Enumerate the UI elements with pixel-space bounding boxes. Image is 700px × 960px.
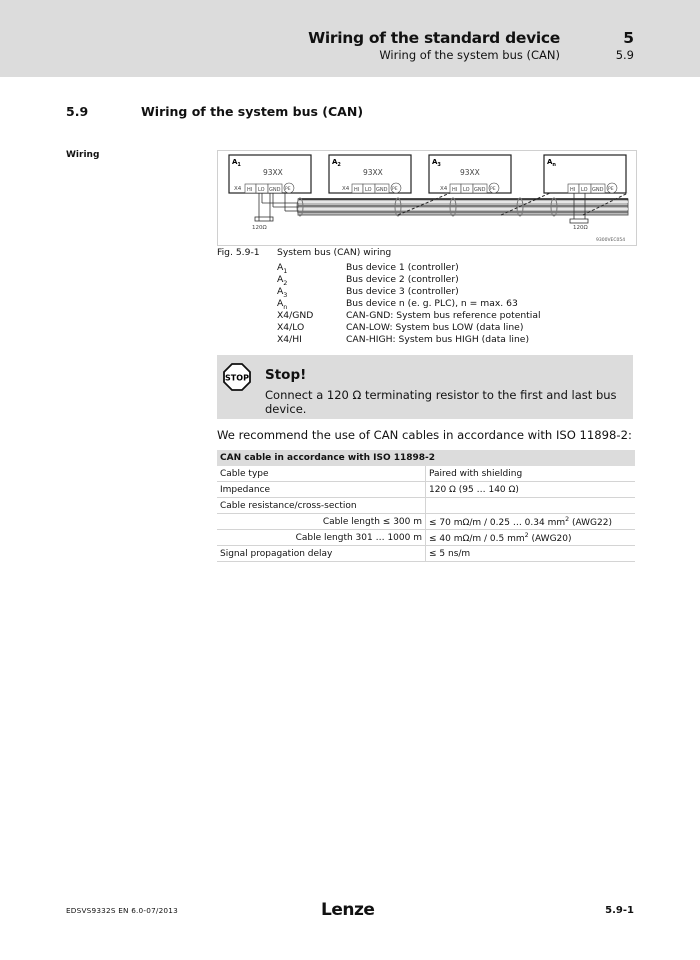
stop-title: Stop! [265, 367, 307, 383]
svg-text:120Ω: 120Ω [573, 225, 588, 231]
svg-text:A3: $A_3$ [432, 158, 441, 168]
table-row: Impedance 120 Ω (95 … 140 Ω) [217, 482, 635, 498]
recommendation-text: We recommend the use of CAN cables in accordance with ISO 11898-2: [217, 428, 632, 442]
svg-text:HI: HI [570, 187, 576, 193]
svg-text:STOP: STOP [225, 373, 249, 383]
svg-text:93XX: 93XX [263, 168, 283, 177]
device-A3 [429, 155, 511, 193]
svg-text:GND: GND [269, 187, 281, 193]
stop-notice [217, 355, 633, 419]
table-row: Cable resistance/cross-section [217, 498, 635, 514]
svg-text:A1: $A_1$ [232, 158, 241, 168]
svg-text:93XX: 93XX [460, 168, 480, 177]
lenze-logo: Lenze [321, 900, 375, 920]
svg-text:HI: HI [247, 187, 253, 193]
table-row: Signal propagation delay ≤ 5 ns/m [217, 546, 635, 562]
svg-text:GND: GND [376, 187, 388, 193]
svg-text:93XX: 93XX [363, 168, 383, 177]
figure-title: System bus (CAN) wiring [277, 247, 392, 258]
wiring-diagram [217, 150, 637, 246]
figure-label: Fig. 5.9-1 [217, 247, 260, 258]
svg-text:9300VEC054: 9300VEC054 [596, 238, 626, 243]
section-title: Wiring of the system bus (CAN) [141, 104, 364, 119]
device-A1 [229, 155, 311, 193]
svg-text:HI: HI [354, 187, 360, 193]
table-row: Cable length 301 … 1000 m ≤ 40 mΩ/m / 0.5 $mm^2$ (AWG20) [217, 530, 635, 546]
document-code: EDSVS9332S EN 6.0-07/2013 [66, 906, 178, 915]
svg-text:LO: LO [365, 187, 372, 193]
cable-spec-table [217, 450, 635, 562]
svg-text:PE: PE [392, 187, 398, 192]
svg-text:X4: X4 [440, 186, 448, 192]
svg-text:GND: GND [474, 187, 486, 193]
section-subtitle: Wiring of the system bus (CAN) [379, 48, 560, 62]
svg-text:PE: PE [490, 187, 496, 192]
svg-text:A2: $A_2$ [332, 158, 341, 168]
svg-text:LO: LO [581, 187, 588, 193]
svg-text:120Ω: 120Ω [252, 225, 267, 231]
stop-sign-icon [223, 363, 251, 391]
device-An [544, 155, 626, 193]
section-number: 5.9 [66, 104, 89, 119]
svg-text:HI: HI [452, 187, 458, 193]
svg-text:LO: LO [258, 187, 265, 193]
bus-cable [297, 193, 628, 216]
device-A2 [329, 155, 411, 193]
side-label: Wiring [66, 150, 100, 160]
page-number: 5.9-1 [605, 905, 634, 916]
svg-text:GND: GND [592, 187, 604, 193]
svg-text:X4: X4 [342, 186, 350, 192]
table-header-row [217, 450, 635, 466]
chapter-number: 5 [623, 29, 634, 47]
chapter-title: Wiring of the standard device [308, 29, 560, 47]
svg-text:An: $A_n$ [547, 158, 556, 168]
stop-text: Connect a 120 Ω terminating resistor to the first and last bus device. [265, 388, 617, 416]
page-header [0, 0, 700, 77]
table-row: Cable length ≤ 300 m ≤ 70 mΩ/m / 0.25 … 0.34 $mm^2$ (AWG22) [217, 514, 635, 530]
svg-text:X4: X4 [234, 186, 242, 192]
section-subnumber: 5.9 [615, 48, 634, 62]
svg-text:PE: PE [608, 187, 614, 192]
table-header: CAN cable in accordance with ISO 11898-2 [217, 450, 635, 466]
table-row: Cable type Paired with shielding [217, 466, 635, 482]
svg-text:PE: PE [285, 187, 291, 192]
svg-text:LO: LO [463, 187, 470, 193]
